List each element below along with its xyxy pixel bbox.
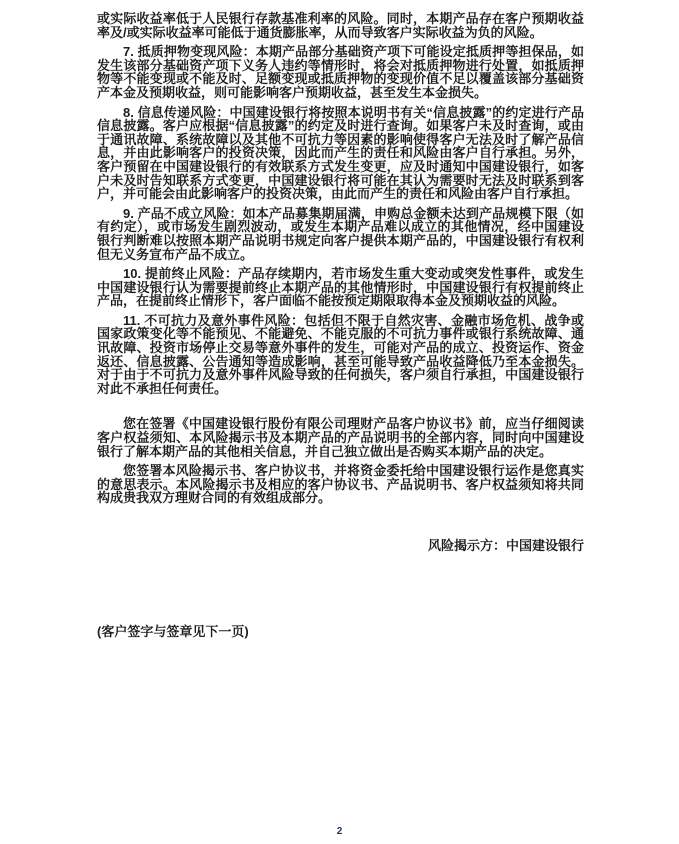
risk-item-7-collateral-liquidation: 7. 抵质押物变现风险：本期产品部分基础资产项下可能设定抵质押等担保品，如发生该部分基础资产项下义务人违约等情形时，将会对抵质押物进行处置，如抵质押物等不能变现或不能及时、足额变现或抵质押物的变现价值不足以覆盖该部分基础资产本金及预期收益，则可能影响客户预期收益，甚至发生本金损失。	[97, 44, 584, 100]
risk-discloser-signature: 风险揭示方：中国建设银行	[427, 538, 584, 553]
closing-paragraph-read-before-signing: 您在签署《中国建设银行股份有限公司理财产品客户协议书》前，应当仔细阅读客户权益须知、本风险揭示书及本期产品的产品说明书的全部内容，同时向中国建设银行了解本期产品的其他相关信息，并自己独立做出是否购买本期产品的决定。	[97, 416, 584, 459]
paragraph-continuation-interest-rate-risk: 或实际收益率低于人民银行存款基准利率的风险。同时，本期产品存在客户预期收益率及/或实际收益率可能低于通货膨胀率，从而导致客户实际收益为负的风险。	[97, 11, 584, 40]
risk-item-10-early-termination: 10. 提前终止风险：产品存续期内，若市场发生重大变动或突发性事件，或发生中国建设银行认为需要提前终止本期产品的其他情形时，中国建设银行有权提前终止产品，在提前终止情形下，客户面临不能按预定期限取得本金及预期收益的风险。	[97, 266, 584, 309]
risk-item-8-information-transmission: 8. 信息传递风险：中国建设银行将按照本说明书有关“信息披露”的约定进行产品信息披露。客户应根据“信息披露”的约定及时进行查询。如果客户未及时查询，或由于通讯故障、系统故障以及其他不可抗力等因素的影响使得客户无法及时了解产品信息，并由此影响客户的投资决策，因此而产生的责任和风险由客户自行承担。另外，客户预留在中国建设银行的有效联系方式发生变更，应及时通知中国建设银行，如客户未及时告知联系方式变更，中国建设银行将可能在其认为需要时无法及时联系到客户，并可能会由此影响客户的投资决策，由此而产生的责任和风险由客户自行承担。	[97, 104, 584, 202]
closing-paragraph-contract-composition: 您签署本风险揭示书、客户协议书，并将资金委托给中国建设银行运作是您真实的意思表示。本风险揭示书及相应的客户协议书、产品说明书、客户权益须知将共同构成贵我双方理财合同的有效组成部分。	[97, 463, 584, 506]
risk-item-11-force-majeure: 11. 不可抗力及意外事件风险：包括但不限于自然灾害、金融市场危机、战争或国家政策变化等不能预见、不能避免、不能克服的不可抗力事件或银行系统故障、通讯故障、投资市场停止交易等意外事件的发生，可能对产品的成立、投资运作、资金返还、信息披露、公告通知等造成影响，甚至可能导致产品收益降低乃至本金损失。对于由于不可抗力及意外事件风险导致的任何损失，客户须自行承担，中国建设银行对此不承担任何责任。	[97, 312, 584, 396]
document-body	[97, 12, 584, 639]
page-number: 2	[336, 826, 343, 837]
risk-item-9-product-non-establishment: 9. 产品不成立风险：如本产品募集期届满，申购总金额未达到产品规模下限（如有约定），或市场发生剧烈波动，或发生本期产品难以成立的其他情况，经中国建设银行判断难以按照本期产品说明书规定向客户提供本期产品的，中国建设银行有权利但无义务宣布产品不成立。	[97, 205, 584, 262]
customer-signature-note: (客户签字与签章见下一页)	[97, 624, 249, 639]
